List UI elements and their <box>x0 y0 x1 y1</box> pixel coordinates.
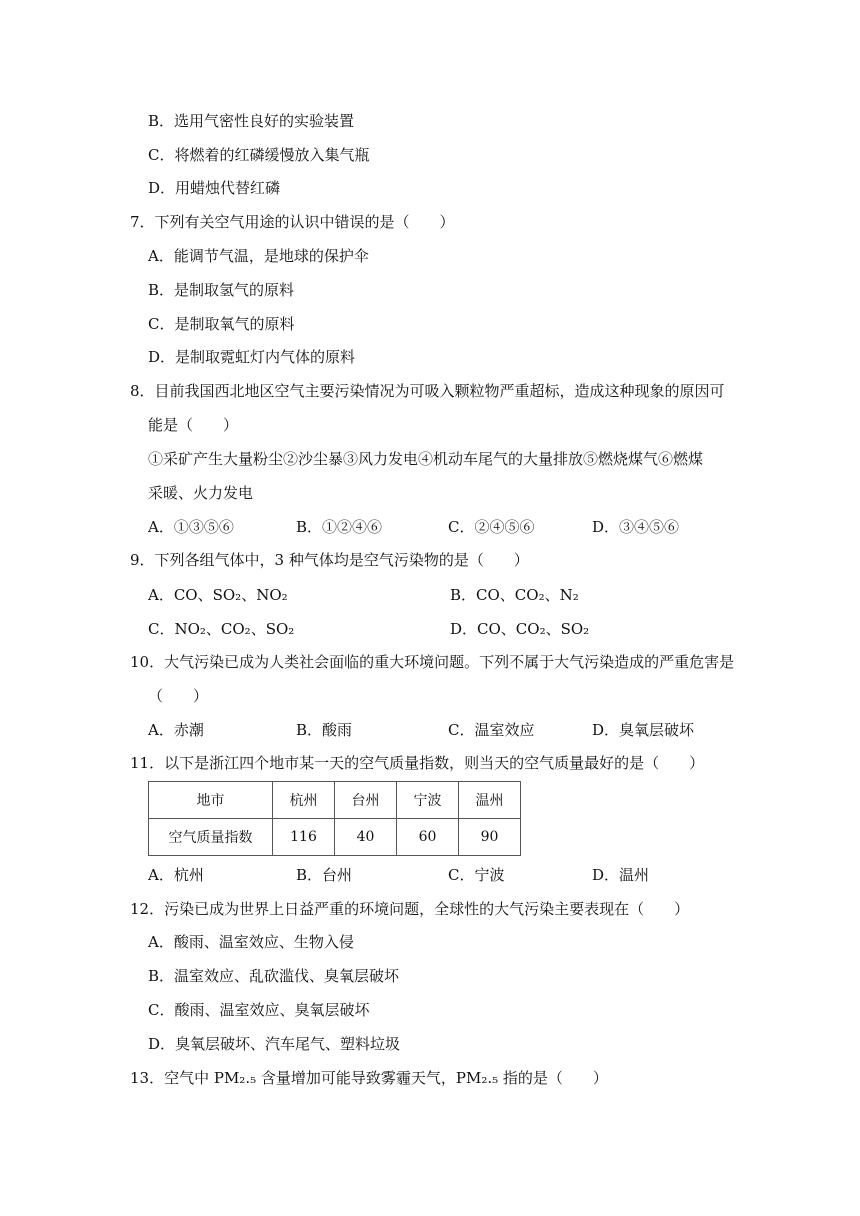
q11-option-c: C．宁波 <box>448 866 505 884</box>
q7-option-c: C．是制取氧气的原料 <box>148 315 295 333</box>
q12-stem: 12．污染已成为世界上日益严重的环境问题，全球性的大气污染主要表现在（ ） <box>130 900 690 918</box>
q9-option-c: C．NO₂、CO₂、SO₂ <box>148 620 295 638</box>
q12-option-a: A．酸雨、温室效应、生物入侵 <box>148 933 354 951</box>
q10-stem-line1: 10．大气污染已成为人类社会面临的重大环境问题。下列不属于大气污染造成的严重危害是 <box>130 653 735 671</box>
q8-option-d: D．③④⑤⑥ <box>592 518 680 536</box>
q7-option-b: B．是制取氢气的原料 <box>148 281 295 299</box>
q8-items-line2: 采暖、火力发电 <box>148 484 254 502</box>
q7-stem: 7．下列有关空气用途的认识中错误的是（ ） <box>130 213 455 231</box>
q6-option-b: B．选用气密性良好的实验装置 <box>148 112 355 130</box>
q8-options <box>148 517 748 537</box>
q12-option-c: C．酸雨、温室效应、臭氧层破坏 <box>148 1001 370 1019</box>
q7-option-d: D．是制取霓虹灯内气体的原料 <box>148 348 356 366</box>
q10-stem-line2: （ ） <box>148 687 209 705</box>
air-quality-table <box>148 781 521 856</box>
q8-option-b: B．①②④⑥ <box>296 518 383 536</box>
q8-stem-line2: 能是（ ） <box>148 416 239 434</box>
q7-option-a: A．能调节气温，是地球的保护伞 <box>148 247 369 265</box>
table-cell: 空气质量指数 <box>149 819 273 856</box>
table-header-cell: 台州 <box>335 782 397 819</box>
q11-options <box>148 865 748 885</box>
q11-option-b: B．台州 <box>296 866 353 884</box>
table-cell: 40 <box>335 819 397 856</box>
q12-option-d: D．臭氧层破坏、汽车尾气、塑料垃圾 <box>148 1035 401 1053</box>
q8-items-line1: ①采矿产生大量粉尘②沙尘暴③风力发电④机动车尾气的大量排放⑤燃烧煤气⑥燃煤 <box>148 450 704 468</box>
q12-option-b: B．温室效应、乱砍滥伐、臭氧层破坏 <box>148 967 400 985</box>
q10-option-c: C．温室效应 <box>448 721 535 739</box>
table-header-row <box>149 782 521 819</box>
q10-option-d: D．臭氧层破坏 <box>592 721 695 739</box>
q9-option-b: B．CO、CO₂、N₂ <box>450 586 579 604</box>
q8-option-a: A．①③⑤⑥ <box>148 518 234 536</box>
table-header-cell: 地市 <box>149 782 273 819</box>
table-header-cell: 温州 <box>459 782 521 819</box>
q11-stem: 11．以下是浙江四个地市某一天的空气质量指数，则当天的空气质量最好的是（ ） <box>130 754 705 772</box>
q9-option-a: A．CO、SO₂、NO₂ <box>148 586 288 604</box>
q11-option-d: D．温州 <box>592 866 650 884</box>
q6-option-d: D．用蜡烛代替红磷 <box>148 179 281 197</box>
q10-options <box>148 720 748 740</box>
q6-option-c: C．将燃着的红磷缓慢放入集气瓶 <box>148 146 370 164</box>
q10-option-a: A．赤潮 <box>148 721 204 739</box>
table-header-cell: 宁波 <box>397 782 459 819</box>
table-cell: 90 <box>459 819 521 856</box>
table-row <box>149 819 521 856</box>
q8-option-c: C．②④⑤⑥ <box>448 518 535 536</box>
table-cell: 116 <box>273 819 335 856</box>
q10-option-b: B．酸雨 <box>296 721 353 739</box>
q9-stem: 9．下列各组气体中，3 种气体均是空气污染物的是（ ） <box>130 551 529 569</box>
q9-option-d: D．CO、CO₂、SO₂ <box>450 620 590 638</box>
q11-option-a: A．杭州 <box>148 866 204 884</box>
q13-stem: 13．空气中 PM₂.₅ 含量增加可能导致雾霾天气，PM₂.₅ 指的是（ ） <box>130 1069 608 1087</box>
table-header-cell: 杭州 <box>273 782 335 819</box>
table-cell: 60 <box>397 819 459 856</box>
q8-stem-line1: 8．目前我国西北地区空气主要污染情况为可吸入颗粒物严重超标，造成这种现象的原因可 <box>130 382 725 400</box>
